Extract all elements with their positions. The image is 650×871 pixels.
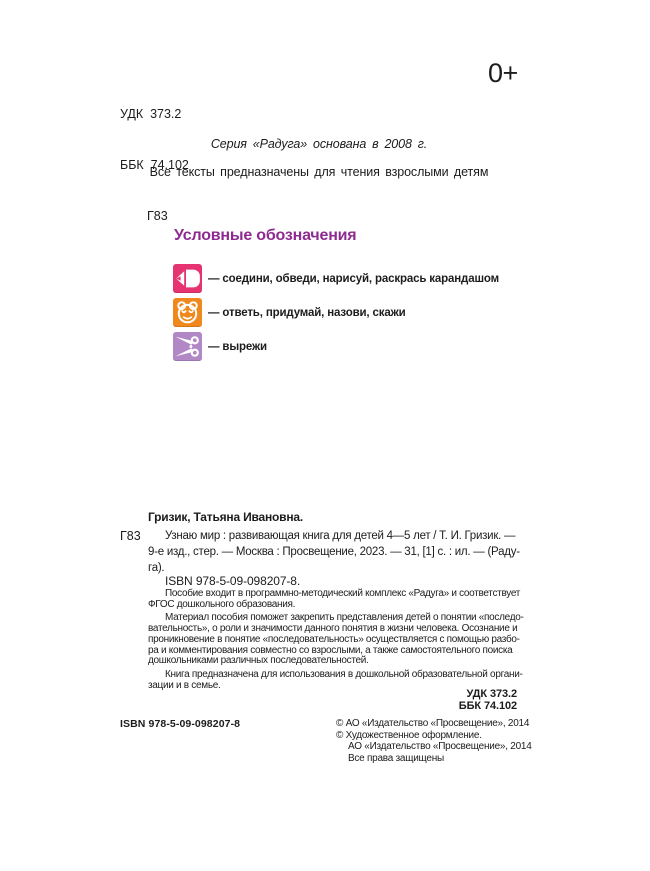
- legend-item-draw: [173, 264, 499, 293]
- author-heading: Гризик, Татьяна Ивановна.: [148, 510, 304, 524]
- isbn-imprint: ISBN 978-5-09-098207-8.: [165, 574, 301, 588]
- legend-item-label: — ответь, придумай, назови, скажи: [208, 306, 406, 319]
- classification-codes-bottom: [148, 688, 517, 712]
- bib-line: га).: [148, 562, 165, 574]
- annotation-line: ра и комментирования совместно со взрослыми, а также самостоятельного поиска: [148, 644, 513, 656]
- copyright-block: [336, 718, 532, 764]
- udk-code: УДК 373.2: [120, 107, 182, 121]
- annotation-text: [148, 589, 524, 694]
- bbk-code: ББК 74.102: [120, 158, 189, 172]
- copyright-line: © Художественное оформление.: [336, 729, 482, 741]
- annotation-line: дошкольниками различных последовательностей.: [148, 655, 369, 667]
- annotation-line: зации и в семье.: [148, 679, 221, 691]
- bib-line: 9-е изд., стер. — Москва : Просвещение, 2023. — 31, [1] с. : ил. — (Раду-: [148, 546, 520, 558]
- annotation-line: проникновение в понятие «последовательность» осуществляется с помощью разбо-: [148, 633, 520, 645]
- annotation-line: ФГОС дошкольного образования.: [148, 598, 296, 610]
- legend-item-cut: [173, 332, 267, 361]
- copyright-line: © АО «Издательство «Просвещение», 2014: [336, 718, 530, 729]
- age-rating-badge: 0+: [488, 58, 518, 88]
- bib-line: Узнаю мир : развивающая книга для детей 4—5 лет / Т. И. Гризик. —: [165, 530, 516, 542]
- bibliographic-description: [148, 528, 523, 576]
- annotation-line: Пособие входит в программно-методический комплекс «Радуга» и соответствует: [165, 588, 521, 599]
- isbn-footer: ISBN 978-5-09-098207-8: [120, 718, 241, 730]
- udk-code-bottom: УДК 373.2: [466, 688, 517, 700]
- legend-item-answer: [173, 298, 406, 327]
- series-note: Серия «Радуга» основана в 2008 г.: [210, 137, 428, 151]
- legend-item-label: — соедини, обведи, нарисуй, раскрась карандашом: [208, 272, 499, 285]
- legend-title: Условные обозначения: [174, 227, 357, 244]
- annotation-paragraph: [148, 589, 524, 610]
- pencil-icon: [173, 264, 202, 293]
- author-sign: Г83: [147, 209, 168, 223]
- reading-note: Все тексты предназначены для чтения взрослыми детям: [149, 165, 489, 179]
- annotation-line: Материал пособия поможет закрепить представления детей о понятии «последо-: [165, 612, 524, 624]
- scissors-icon: [173, 332, 202, 361]
- author-sign-imprint: Г83: [120, 529, 141, 543]
- annotation-line: вательность», о роли и значимости данного понятия в жизни человека. Осознание и: [148, 623, 518, 635]
- copyright-line: АО «Издательство «Просвещение», 2014: [348, 741, 532, 753]
- annotation-paragraph: [148, 613, 524, 667]
- legend-item-label: — вырежи: [208, 340, 267, 353]
- copyright-line: Все права защищены: [348, 752, 444, 764]
- annotation-line: Книга предназначена для использования в дошкольной образовательной органи-: [165, 668, 523, 680]
- bbk-code-bottom: ББК 74.102: [458, 700, 517, 712]
- bear-icon: [173, 298, 202, 327]
